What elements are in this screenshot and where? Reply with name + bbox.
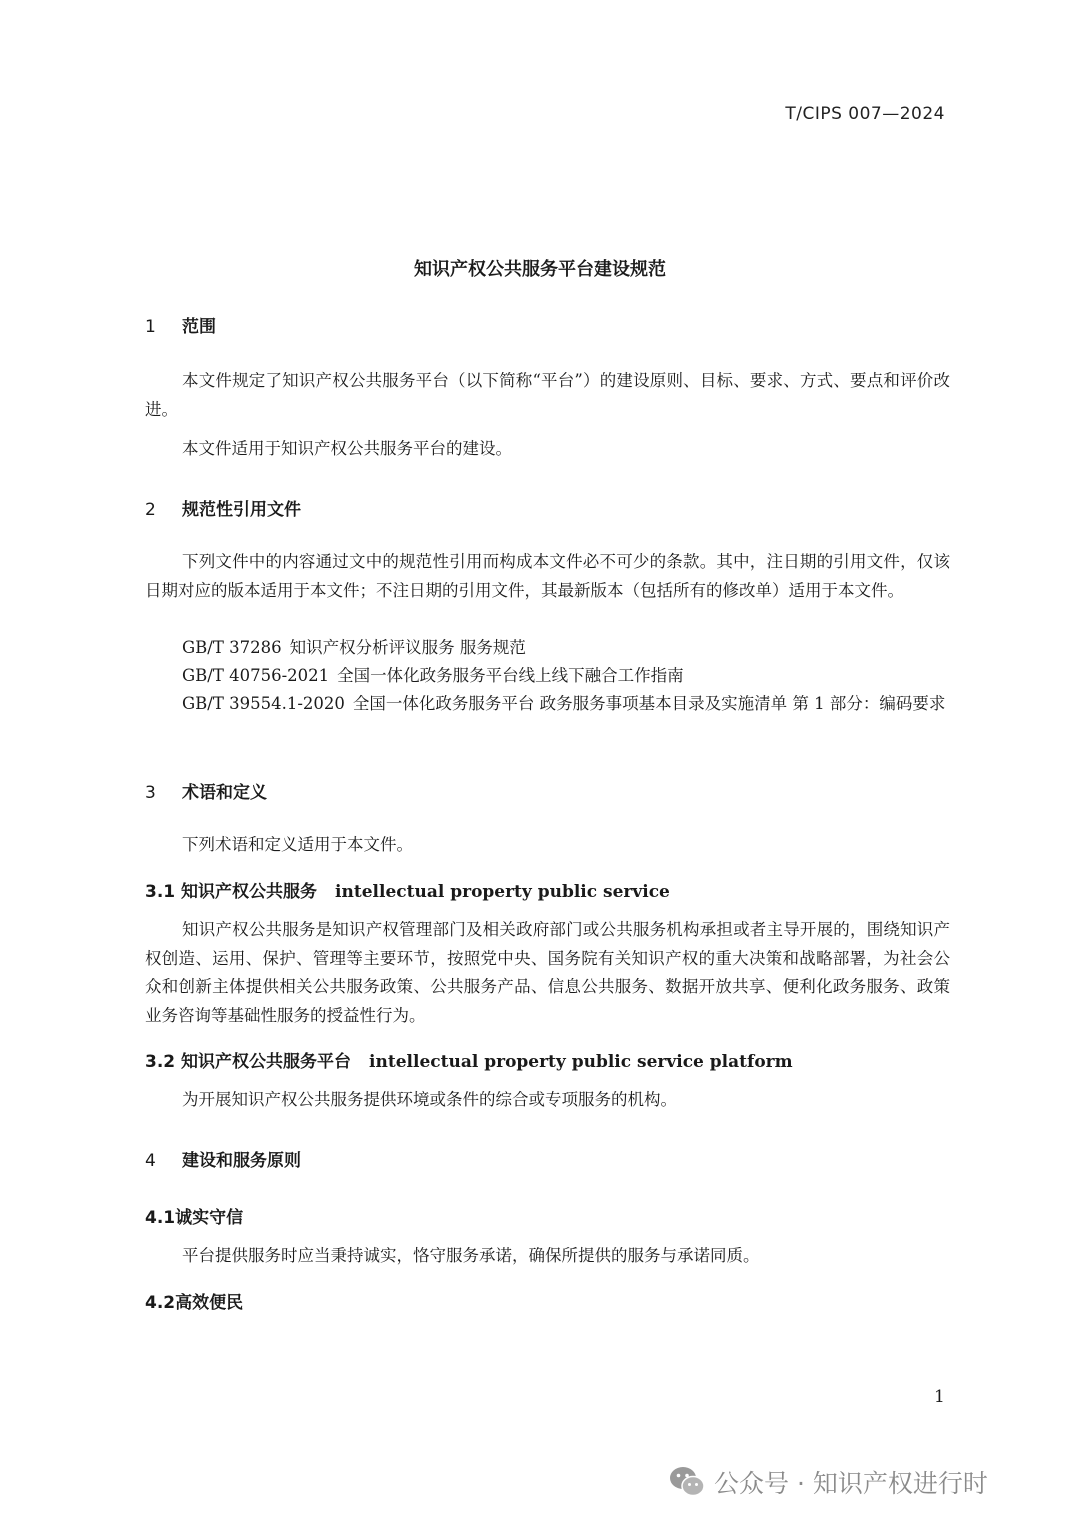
wechat-icon bbox=[668, 1465, 706, 1499]
section-title: 范围 bbox=[182, 317, 216, 337]
reference-code: GB/T 39554.1-2020 bbox=[182, 694, 345, 713]
section-2-intro: 下列文件中的内容通过文中的规范性引用而构成本文件必不可少的条款。其中，注日期的引用文件，仅该日期对应的版本适用于本文件；不注日期的引用文件，其最新版本（包括所有的修改单）适用于本文件。 bbox=[145, 552, 950, 600]
reference-item bbox=[145, 662, 950, 691]
reference-item bbox=[145, 634, 950, 663]
page-number: 1 bbox=[934, 1387, 945, 1407]
section-1-paragraph-1: 本文件规定了知识产权公共服务平台（以下简称“平台”）的建设原则、目标、要求、方式、要点和评价改进。 bbox=[145, 371, 950, 419]
section-number: 1 bbox=[145, 317, 156, 337]
clause-4-1-text: 平台提供服务时应当秉持诚实，恪守服务承诺，确保所提供的服务与承诺同质。 bbox=[182, 1246, 760, 1265]
term-chinese: 知识产权公共服务 bbox=[181, 882, 318, 902]
term-3-2-definition: 为开展知识产权公共服务提供环境或条件的综合或专项服务的机构。 bbox=[182, 1090, 677, 1109]
section-title: 建设和服务原则 bbox=[182, 1151, 301, 1171]
section-4-heading bbox=[145, 1146, 950, 1171]
clause-4-2-heading bbox=[145, 1288, 950, 1313]
section-3-intro: 下列术语和定义适用于本文件。 bbox=[182, 835, 413, 854]
term-3-1-definition: 知识产权公共服务是知识产权管理部门及相关政府部门或公共服务机构承担或者主导开展的，围绕知识产权创造、运用、保护、管理等主要环节，按照党中央、国务院有关知识产权的重大决策和战略部署，为社会公众和创新主体提供相关公共服务政策、公共服务产品、信息公共服务、数据开放共享、便利化政务服务、政策业务咨询等基础性服务的授益性行为。 bbox=[145, 920, 950, 1025]
document-code: T/CIPS 007—2024 bbox=[785, 104, 945, 124]
section-number: 3 bbox=[145, 783, 156, 803]
document-title: 知识产权公共服务平台建设规范 bbox=[414, 259, 666, 280]
term-number: 3.1 bbox=[145, 882, 176, 902]
clause-4-1-heading bbox=[145, 1203, 950, 1228]
reference-item bbox=[145, 690, 950, 719]
term-english: intellectual property public service platform bbox=[369, 1052, 793, 1072]
watermark-text: 公众号 · 知识产权进行时 bbox=[714, 1469, 988, 1498]
term-english: intellectual property public service bbox=[335, 882, 670, 902]
clause-title: 诚实守信 bbox=[175, 1208, 244, 1228]
reference-title: 全国一体化政务服务平台 政务服务事项基本目录及实施清单 第 1 部分：编码要求 bbox=[352, 694, 946, 713]
section-title: 术语和定义 bbox=[182, 783, 267, 803]
section-number: 4 bbox=[145, 1151, 156, 1171]
section-title: 规范性引用文件 bbox=[182, 500, 301, 520]
reference-code: GB/T 37286 bbox=[182, 638, 282, 657]
clause-number: 4.1 bbox=[145, 1208, 176, 1228]
term-3-2-heading bbox=[145, 1047, 950, 1072]
term-3-1-heading bbox=[145, 877, 950, 902]
reference-title: 全国一体化政务服务平台线上线下融合工作指南 bbox=[337, 666, 684, 685]
section-1-paragraph-2: 本文件适用于知识产权公共服务平台的建设。 bbox=[182, 439, 512, 458]
reference-code: GB/T 40756-2021 bbox=[182, 666, 330, 685]
clause-title: 高效便民 bbox=[175, 1293, 244, 1313]
watermark bbox=[668, 1462, 988, 1502]
section-number: 2 bbox=[145, 500, 156, 520]
section-3-heading bbox=[145, 778, 950, 803]
section-1-heading bbox=[145, 312, 950, 337]
term-number: 3.2 bbox=[145, 1052, 176, 1072]
clause-number: 4.2 bbox=[145, 1293, 176, 1313]
term-chinese: 知识产权公共服务平台 bbox=[181, 1052, 352, 1072]
section-2-heading bbox=[145, 495, 950, 520]
reference-title: 知识产权分析评议服务 服务规范 bbox=[289, 638, 526, 657]
